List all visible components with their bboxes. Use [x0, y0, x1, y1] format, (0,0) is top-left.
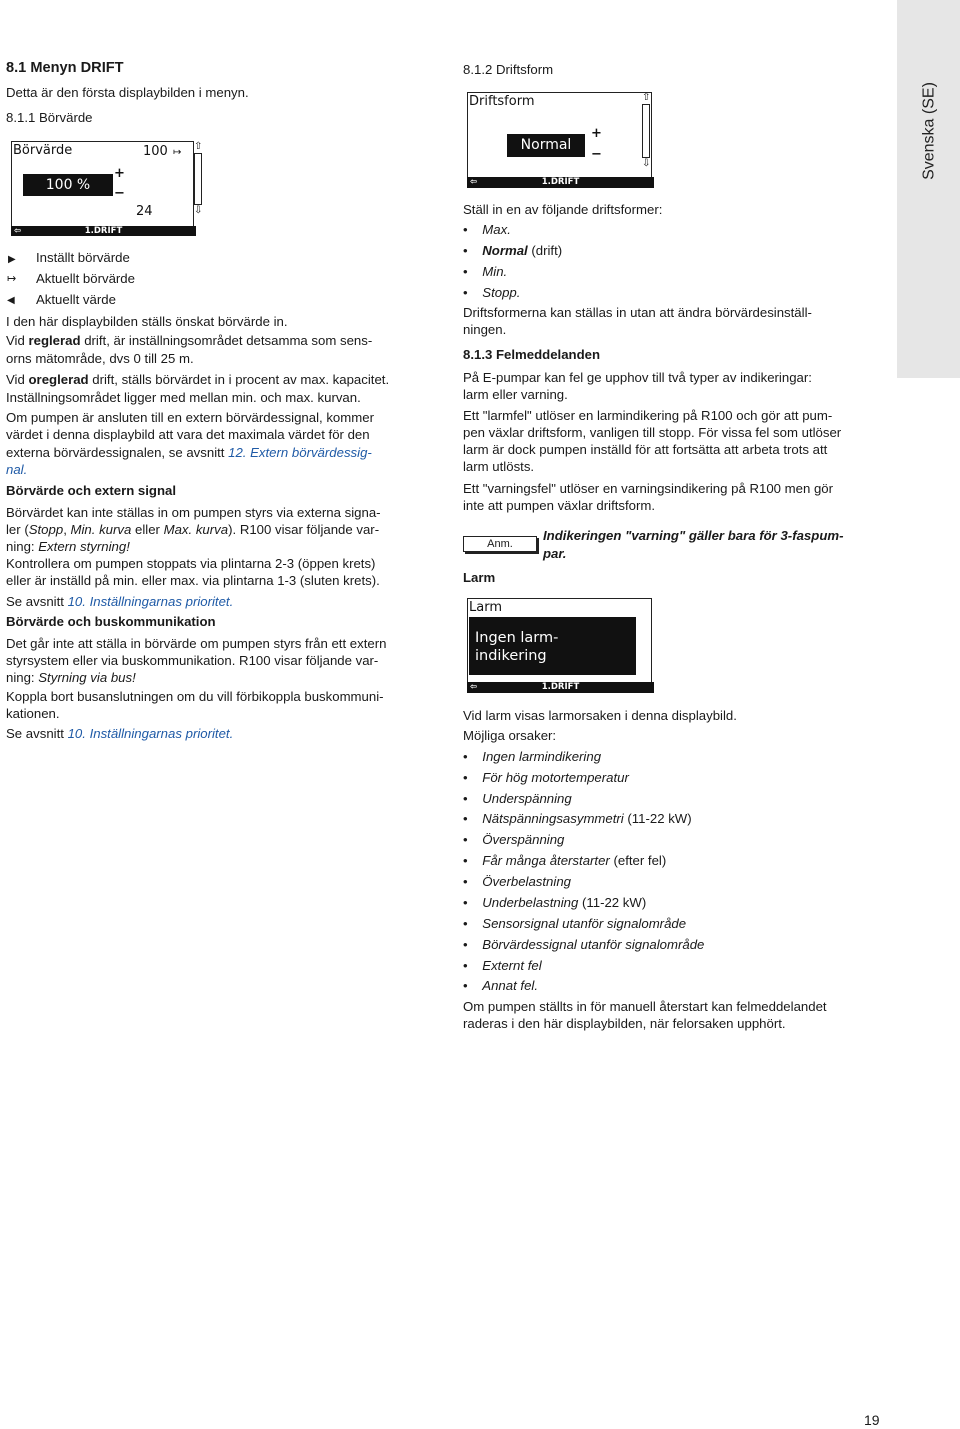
body-line: Om pumpen är ansluten till en extern börvärdessignal, kommer	[6, 410, 374, 425]
display-driftsform	[467, 92, 654, 188]
body-line: På E-pumpar kan fel ge upphov till två typer av indikeringar:	[463, 370, 812, 385]
display-larm	[467, 598, 654, 693]
body-line: Inställningsområdet ligger med mellan min. och max. kurvan.	[6, 390, 361, 405]
cause-item: • Annat fel.	[463, 978, 538, 993]
note-text: par.	[543, 546, 567, 561]
subheading-buskommunikation: Börvärde och buskommunikation	[6, 614, 216, 629]
subsection-heading-driftsform: 8.1.2 Driftsform	[463, 62, 554, 77]
display-borvarde	[11, 141, 203, 236]
body-line: Börvärdet kan inte ställas in om pumpen styrs via externa signa-	[6, 505, 381, 520]
body-line: larm eller varning.	[463, 387, 568, 402]
alarm-line: Ingen larm-	[475, 630, 559, 646]
down-arrow-icon: ⇩	[194, 205, 203, 216]
intro-text: Detta är den första displaybilden i menyn.	[6, 85, 249, 100]
display-value: 100 %	[23, 174, 113, 196]
up-arrow-icon: ⇧	[194, 141, 203, 152]
body-line: Driftsformerna kan ställas in utan att ändra börvärdesinställ-	[463, 305, 812, 320]
cause-item: • Överbelastning	[463, 874, 571, 889]
mode-item: • Stopp.	[463, 285, 521, 300]
display-footer	[467, 177, 654, 188]
display-footer	[11, 226, 196, 236]
display-top-value: 100	[143, 144, 168, 159]
body-line: larm är dock pumpen inställd för att fortsätta att arbeta trots att	[463, 442, 828, 457]
display-footer	[467, 682, 654, 693]
body-line: pen växlar driftsform, vanligen till stopp. För vissa fel som utlöser	[463, 425, 842, 440]
link-installningarnas-prioritet[interactable]: 10. Inställningarnas prioritet.	[67, 726, 234, 741]
body-line: Koppla bort busanslutningen om du vill förbikoppla buskommuni-	[6, 689, 384, 704]
body-line: Se avsnitt 10. Inställningarnas prioritet.	[6, 594, 234, 609]
legend-item: Inställt börvärde	[36, 250, 130, 265]
body-line: ler (Stopp, Min. kurva eller Max. kurva). R100 visar följande var-	[6, 522, 380, 537]
body-line: raderas i den här displaybilden, när felorsaken upphört.	[463, 1016, 786, 1031]
display-title: Larm	[469, 600, 502, 615]
larm-heading: Larm	[463, 570, 496, 585]
cause-item: • Underbelastning (11-22 kW)	[463, 895, 647, 910]
body-line: Om pumpen ställts in för manuell återstart kan felmeddelandet	[463, 999, 827, 1014]
language-label: Svenska (SE)	[920, 82, 937, 180]
minus-icon: −	[591, 147, 602, 162]
mode-item: • Min.	[463, 264, 508, 279]
display-title: Börvärde	[13, 143, 73, 158]
larm-intro: Vid larm visas larmorsaken i denna displaybild.	[463, 708, 737, 723]
body-line: ningen.	[463, 322, 507, 337]
note-text: Indikeringen "varning" gäller bara för 3-faspum-	[543, 528, 844, 543]
body-line: Vid oreglerad drift, ställs börvärdet in i procent av max. kapacitet.	[6, 372, 390, 387]
display-value: Normal	[507, 134, 585, 157]
cause-item: • Börvärdessignal utanför signalområde	[463, 937, 705, 952]
cause-item: • Får många återstarter (efter fel)	[463, 853, 667, 868]
causes-intro: Möjliga orsaker:	[463, 728, 557, 743]
body-line: I den här displaybilden ställs önskat börvärde in.	[6, 314, 288, 329]
body-line: eller är inställd på min. eller max. via plintarna 1-3 (sluten krets).	[6, 573, 380, 588]
mode-slider	[642, 104, 650, 158]
page-number: 19	[864, 1412, 880, 1428]
body-line: ning: Styrning via bus!	[6, 670, 136, 685]
body-line: larm utlösts.	[463, 459, 535, 474]
link-extern-borvardessignal-cont[interactable]: nal.	[6, 462, 28, 477]
back-arrow-icon: ⇦	[470, 682, 478, 692]
note-label: Anm.	[463, 536, 537, 552]
cause-item: • För hög motortemperatur	[463, 770, 629, 785]
body-line: Det går inte att ställa in börvärde om pumpen styrs från ett extern	[6, 636, 387, 651]
subsection-heading-felmeddelanden: 8.1.3 Felmeddelanden	[463, 347, 601, 362]
body-line: inte att pumpen växlar driftsform.	[463, 498, 656, 513]
body-line: styrsystem eller via buskommunikation. R100 visar följande var-	[6, 653, 379, 668]
plus-icon: +	[114, 166, 125, 181]
actual-value-icon: ◀︎	[7, 295, 15, 306]
body-line: Vid reglerad drift, är inställningsområdet detsamma som sens-	[6, 333, 373, 348]
body-line: ning: Extern styrning!	[6, 539, 130, 554]
display-footer-label: 1.DRIFT	[541, 177, 580, 187]
cause-item: • Ingen larmindikering	[463, 749, 602, 764]
subheading-extern-signal: Börvärde och extern signal	[6, 483, 177, 498]
setpoint-set-icon: ▶︎	[8, 254, 16, 265]
display-footer-label: 1.DRIFT	[541, 682, 580, 692]
display-title: Driftsform	[469, 94, 535, 109]
alarm-message	[469, 617, 636, 675]
cause-item: • Sensorsignal utanför signalområde	[463, 916, 687, 931]
back-arrow-icon: ⇦	[470, 177, 478, 187]
display-bottom-value: 24	[136, 204, 153, 219]
mode-item: • Max.	[463, 222, 511, 237]
language-tab	[897, 0, 960, 378]
cause-item: • Överspänning	[463, 832, 565, 847]
back-arrow-icon: ⇦	[14, 226, 22, 236]
legend-item: Aktuellt börvärde	[36, 271, 135, 286]
setpoint-actual-icon: ↦	[7, 273, 17, 285]
body-line: Ett "varningsfel" utlöser en varningsindikering på R100 men gör	[463, 481, 834, 496]
cause-item: • Underspänning	[463, 791, 572, 806]
link-extern-borvardessignal[interactable]: 12. Extern börvärdessig-	[228, 445, 372, 460]
plus-icon: +	[591, 126, 602, 141]
body-line: externa börvärdessignalen, se avsnitt 12. Extern börvärdessig-	[6, 445, 372, 460]
body-line: Kontrollera om pumpen stoppats via plintarna 2-3 (öppen krets)	[6, 556, 376, 571]
section-heading: 8.1 Menyn DRIFT	[6, 60, 124, 76]
minus-icon: −	[114, 186, 125, 201]
modes-intro: Ställ in en av följande driftsformer:	[463, 202, 663, 217]
cause-item: • Nätspänningsasymmetri (11-22 kW)	[463, 811, 692, 826]
mode-item: • Normal (drift)	[463, 243, 563, 258]
setpoint-slider	[194, 153, 202, 205]
arrow-right-icon: ↦	[173, 147, 182, 158]
display-footer-label: 1.DRIFT	[84, 226, 123, 236]
body-line: Ett "larmfel" utlöser en larmindikering på R100 och gör att pum-	[463, 408, 833, 423]
alarm-line: indikering	[475, 648, 547, 664]
body-line: orns mätområde, dvs 0 till 25 m.	[6, 351, 194, 366]
body-line: kationen.	[6, 706, 60, 721]
down-arrow-icon: ⇩	[642, 158, 651, 169]
cause-item: • Externt fel	[463, 958, 542, 973]
subsection-heading-borvarde: 8.1.1 Börvärde	[6, 110, 93, 125]
link-installningarnas-prioritet[interactable]: 10. Inställningarnas prioritet.	[67, 594, 234, 609]
body-line: Se avsnitt 10. Inställningarnas prioritet.	[6, 726, 234, 741]
up-arrow-icon: ⇧	[642, 92, 651, 103]
body-line: värdet i denna displaybild att vara det maximala värdet för den	[6, 427, 370, 442]
legend-item: Aktuellt värde	[36, 292, 116, 307]
